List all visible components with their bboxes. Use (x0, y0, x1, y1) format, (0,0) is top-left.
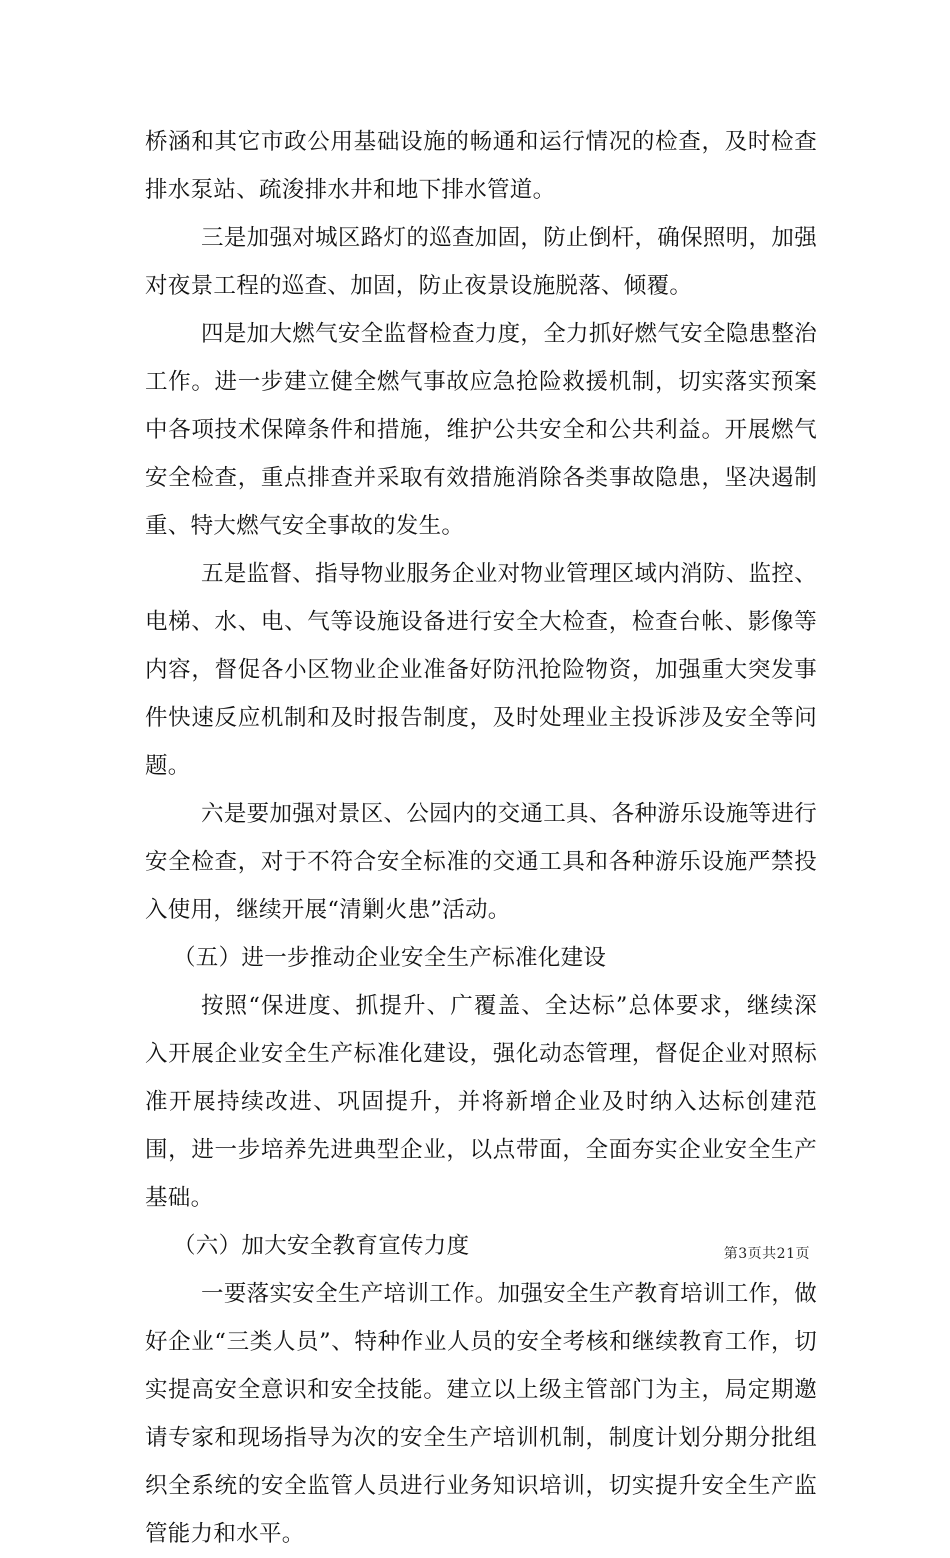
paragraph-standardization: 按照“保进度、抓提升、广覆盖、全达标”总体要求，继续深入开展企业安全生产标准化建设，强化动态管理，督促企业对照标准开展持续改进、巩固提升，并将新增企业及时纳入达标创建范围，进一步培养先进典型企业，以点带面，全面夯实企业安全生产基础。 (145, 993, 817, 1211)
paragraph-training: 一要落实安全生产培训工作。加强安全生产教育培训工作，做好企业“三类人员”、特种作业人员的安全考核和继续教育工作，切实提高安全意识和安全技能。建立以上级主管部门为主，局定期邀请专家和现场指导为次的安全生产培训机制，制度计划分期分批组织全系统的安全监管人员进行业务知识培训，切实提升安全生产监管能力和水平。 (145, 1281, 817, 1547)
document-body (145, 118, 817, 1558)
paragraph-continuation: 桥涵和其它市政公用基础设施的畅通和运行情况的检查，及时检查排水泵站、疏浚排水井和地下排水管道。 (145, 129, 817, 203)
paragraph-property-management: 五是监督、指导物业服务企业对物业管理区域内消防、监控、电梯、水、电、气等设施设备进行安全大检查，检查台帐、影像等内容，督促各小区物业企业准备好防汛抢险物资，加强重大突发事件快速反应机制和及时报告制度，及时处理业主投诉涉及安全等问题。 (145, 561, 817, 779)
section-heading-6: （六）加大安全教育宣传力度 (173, 1233, 470, 1259)
section-heading-5: （五）进一步推动企业安全生产标准化建设 (173, 945, 607, 971)
paragraph-scenic-areas: 六是要加强对景区、公园内的交通工具、各种游乐设施等进行安全检查，对于不符合安全标准的交通工具和各种游乐设施严禁投入使用，继续开展“清剿火患”活动。 (145, 801, 817, 923)
paragraph-gas-safety: 四是加大燃气安全监督检查力度，全力抓好燃气安全隐患整治工作。进一步建立健全燃气事故应急抢险救援机制，切实落实预案中各项技术保障条件和措施，维护公共安全和公共利益。开展燃气安全检查，重点排查并采取有效措施消除各类事故隐患，坚决遏制重、特大燃气安全事故的发生。 (145, 321, 817, 539)
paragraph-street-lights: 三是加强对城区路灯的巡查加固，防止倒杆，确保照明，加强对夜景工程的巡查、加固，防止夜景设施脱落、倾覆。 (145, 225, 817, 299)
page-number-footer: 第3页共21页 (723, 1246, 810, 1262)
